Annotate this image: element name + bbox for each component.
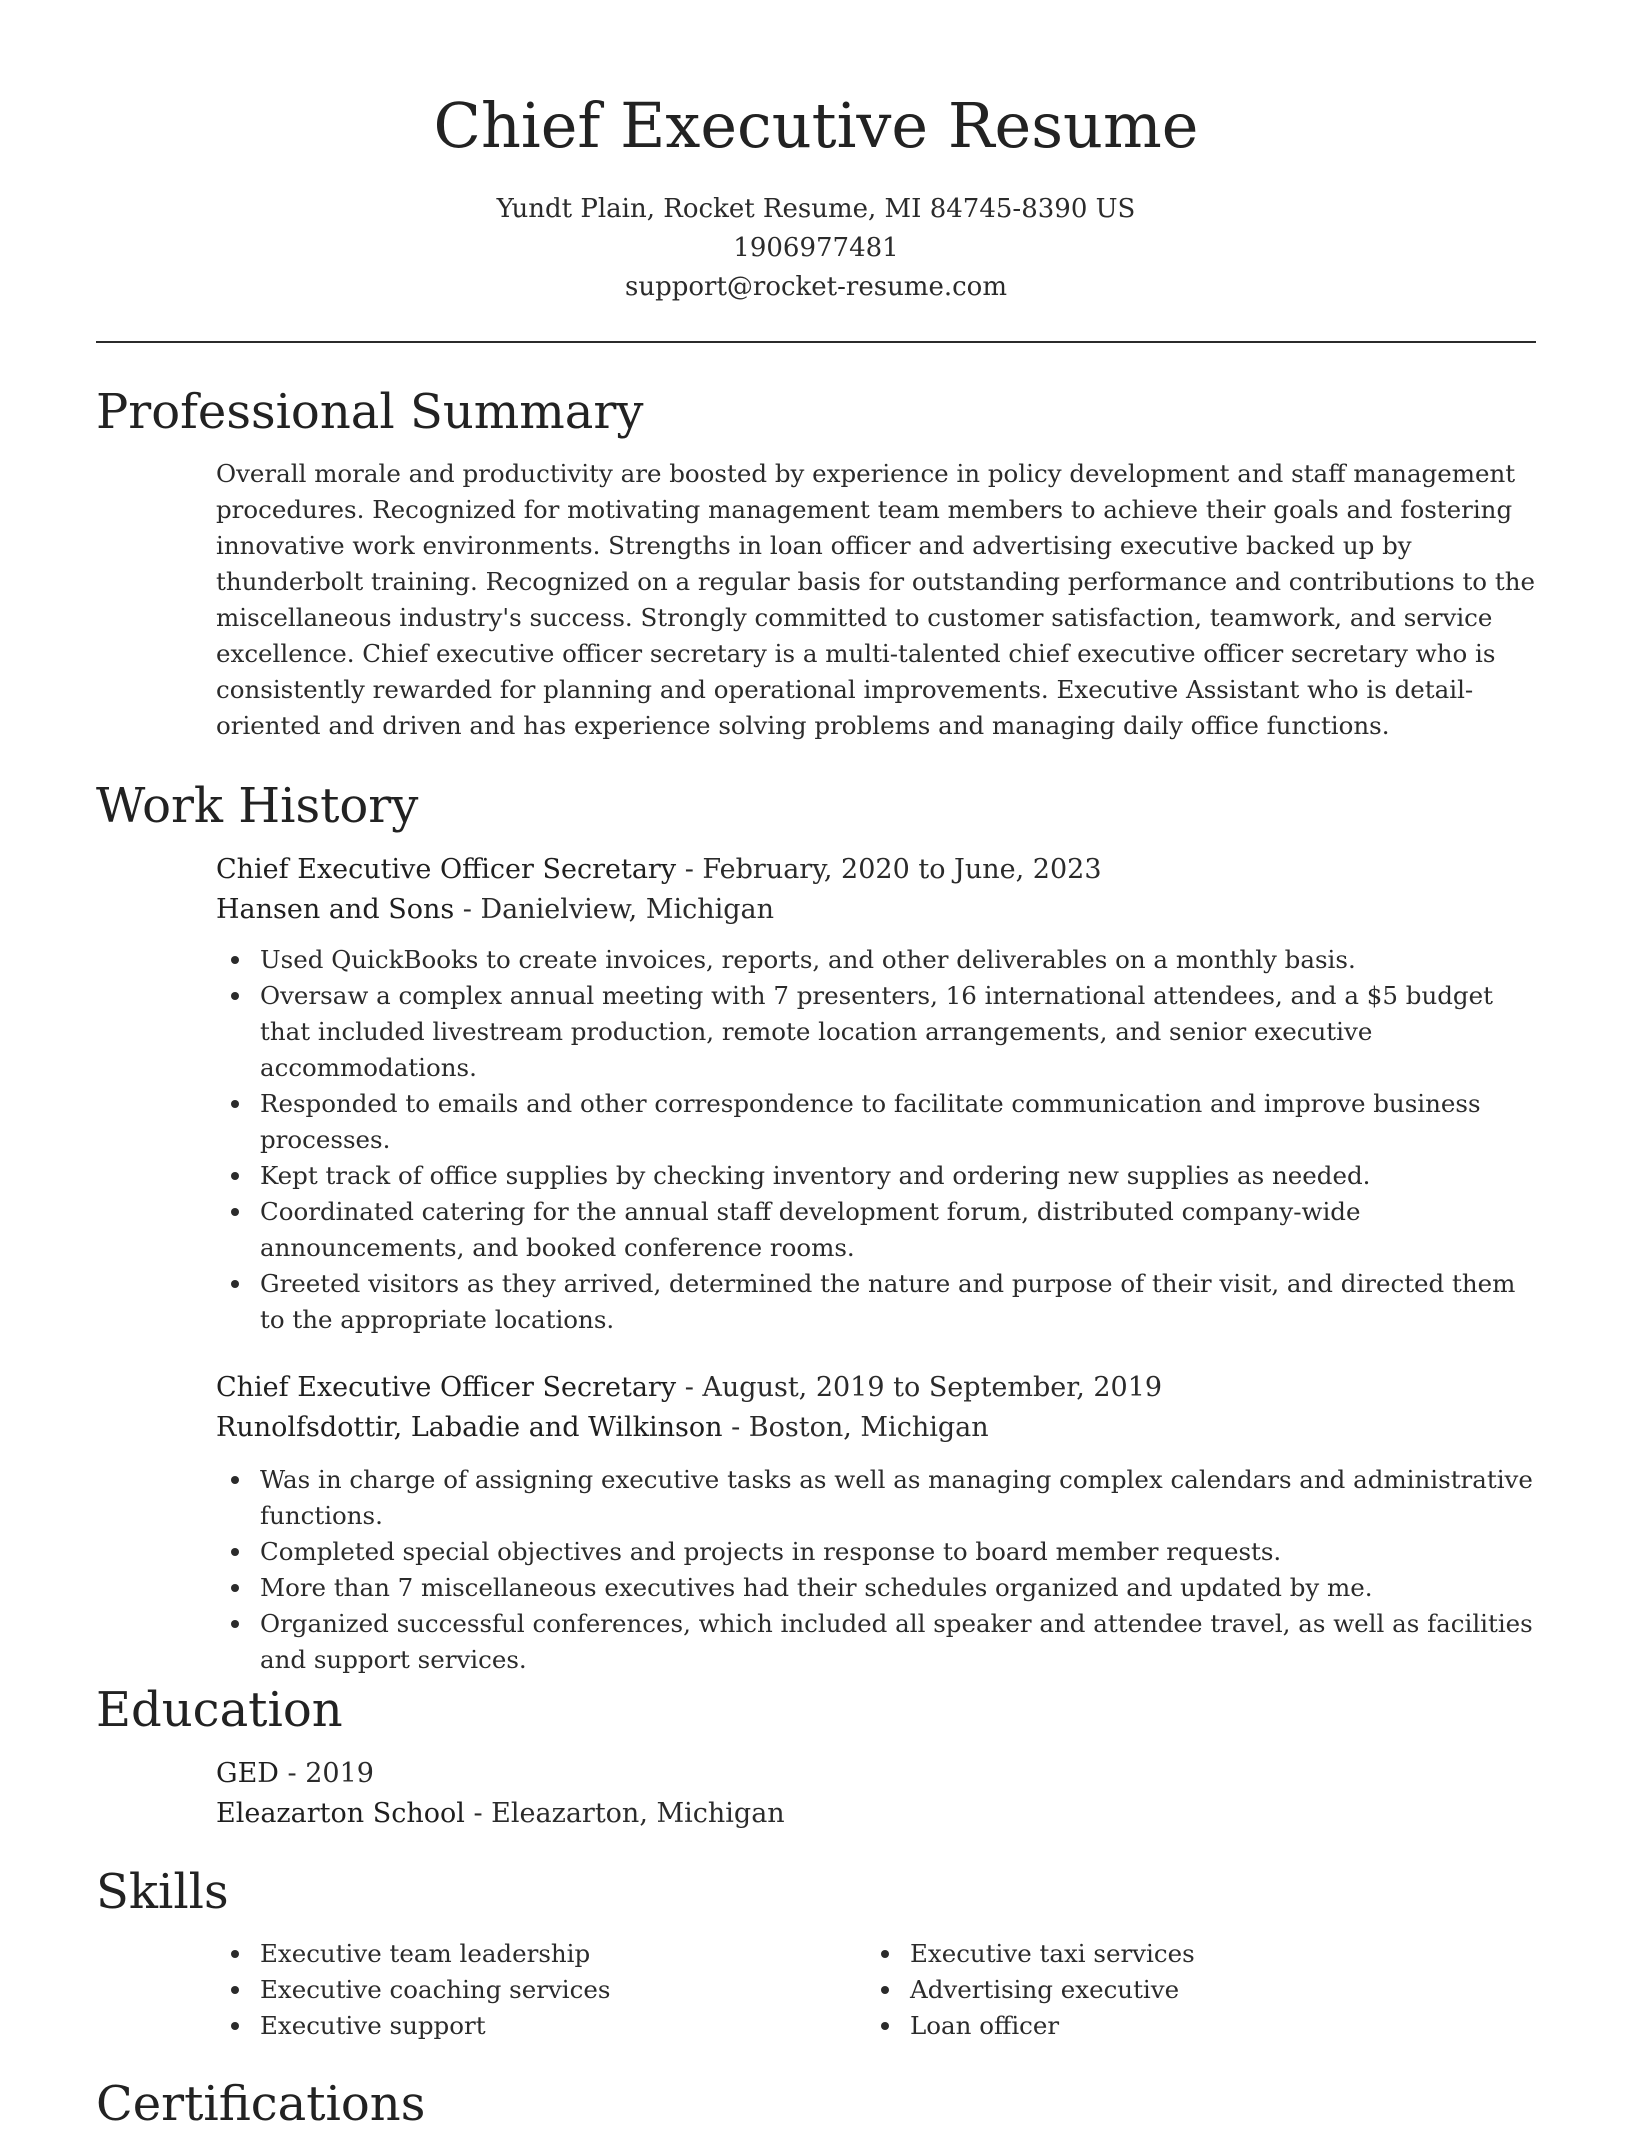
list-item: More than 7 miscellaneous executives had their schedules organized and updated by me.: [216, 1570, 1536, 1606]
section-title-skills: Skills: [96, 1864, 229, 1920]
list-item: Executive team leadership: [216, 1936, 866, 1972]
section-title-certifications: Certifications: [96, 2076, 426, 2132]
list-item: Executive coaching services: [216, 1972, 866, 2008]
header-divider: [96, 341, 1536, 343]
job-company: Hansen and Sons: [216, 894, 455, 925]
list-item: Kept track of office supplies by checking inventory and ordering new supplies as needed.: [216, 1158, 1536, 1194]
section-title-education: Education: [96, 1682, 343, 1738]
section-title-summary: Professional Summary: [96, 384, 644, 440]
education-year: - 2019: [278, 1758, 374, 1789]
education-location: - Eleazarton, Michigan: [464, 1798, 785, 1829]
job-bullets: [216, 942, 1536, 1338]
section-title-work-history: Work History: [96, 778, 419, 834]
list-item: Greeted visitors as they arrived, determined the nature and purpose of their visit, and directed them to the appropriate locations.: [216, 1266, 1536, 1338]
job-role: Chief Executive Officer Secretary: [216, 854, 677, 885]
list-item: Completed special objectives and projects in response to board member requests.: [216, 1534, 1536, 1570]
section-skills: [96, 1860, 1536, 2044]
job-location: - Danielview, Michigan: [454, 894, 775, 925]
job-company: Runolfsdottir, Labadie and Wilkinson: [216, 1412, 723, 1443]
list-item: Advertising executive: [866, 1972, 1516, 2008]
education-school-line: [216, 1794, 1536, 1834]
list-item: Executive support: [216, 2008, 866, 2044]
contact-block: [96, 190, 1536, 307]
job-entry: [96, 1368, 1536, 1678]
list-item: Loan officer: [866, 2008, 1516, 2044]
contact-address: Yundt Plain, Rocket Resume, MI 84745-8390 US: [496, 194, 1136, 224]
summary-text: Overall morale and productivity are boosted by experience in policy development and staff management procedures. Recognized for motivating management team members to achieve their goals and fostering innovative work environments. Strengths in loan officer and advertising executive backed up by thunderbolt training. Recognized on a regular basis for outstanding performance and contributions to the miscellaneous industry's success. Strongly committed to customer satisfaction, teamwork, and service excellence. Chief executive officer secretary is a multi-talented chief executive officer secretary who is consistently rewarded for planning and operational improvements. Executive Assistant who is detail-oriented and driven and has experience solving problems and managing daily office functions.: [216, 459, 1535, 740]
list-item: Coordinated catering for the annual staff development forum, distributed company-wide announcements, and booked conference rooms.: [216, 1194, 1536, 1266]
list-item: Executive taxi services: [866, 1936, 1516, 1972]
list-item: Oversaw a complex annual meeting with 7 presenters, 16 international attendees, and a $5 budget that included livestream production, remote location arrangements, and senior executive accommodations.: [216, 978, 1536, 1086]
section-certifications: [96, 2072, 1536, 2136]
job-company-line: [216, 1408, 1536, 1448]
skills-columns: [216, 1936, 1536, 2044]
job-entry: [96, 850, 1536, 1338]
education-degree: GED: [216, 1758, 279, 1789]
section-summary: [96, 380, 1536, 744]
job-role: Chief Executive Officer Secretary: [216, 1372, 677, 1403]
job-title-line: [216, 1368, 1536, 1408]
contact-phone: 1906977481: [733, 233, 899, 263]
job-bullets: [216, 1462, 1536, 1678]
contact-email: support@rocket-resume.com: [624, 272, 1007, 302]
job-dates: - February, 2020 to June, 2023: [676, 854, 1102, 885]
resume-name: Chief Executive Resume: [433, 89, 1199, 162]
list-item: Used QuickBooks to create invoices, reports, and other deliverables on a monthly basis.: [216, 942, 1536, 978]
skills-list-left: [216, 1936, 866, 2044]
section-education: [96, 1678, 1536, 1834]
job-dates: - August, 2019 to September, 2019: [676, 1372, 1163, 1403]
job-location: - Boston, Michigan: [722, 1412, 989, 1443]
list-item: Was in charge of assigning executive tasks as well as managing complex calendars and administrative functions.: [216, 1462, 1536, 1534]
education-school: Eleazarton School: [216, 1798, 465, 1829]
skills-list-right: [866, 1936, 1516, 2044]
education-degree-line: [216, 1754, 1536, 1794]
list-item: Responded to emails and other correspondence to facilitate communication and improve business processes.: [216, 1086, 1536, 1158]
section-work-history: [96, 774, 1536, 1678]
list-item: Organized successful conferences, which included all speaker and attendee travel, as well as facilities and support services.: [216, 1606, 1536, 1678]
job-company-line: [216, 890, 1536, 930]
job-title-line: [216, 850, 1536, 890]
